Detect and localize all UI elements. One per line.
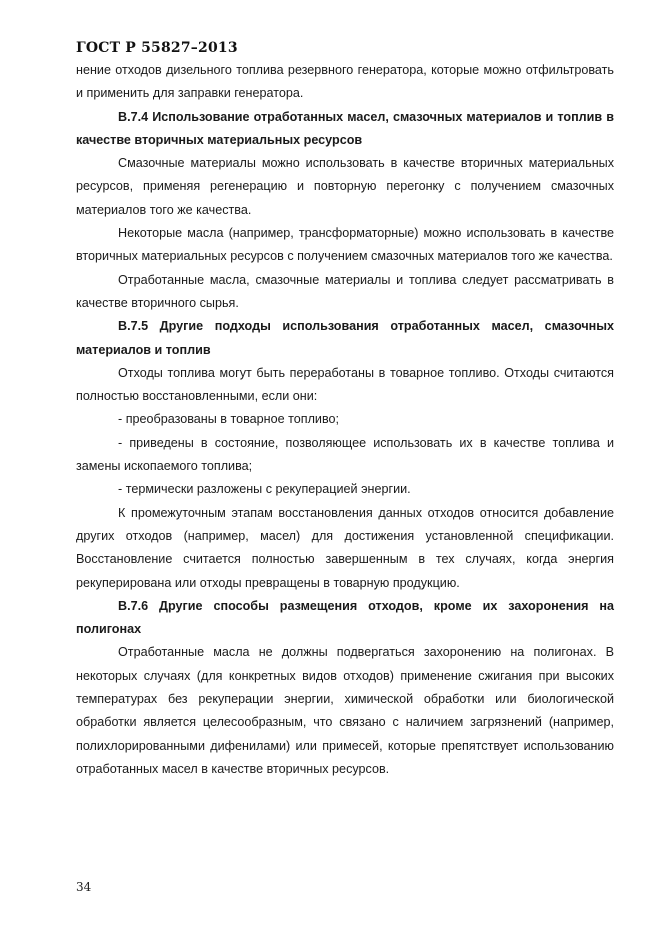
paragraph: К промежуточным этапам восстановления данных отходов относится добавление других отходов (например, масел) для достижения установленной спецификации. Восстановление считается полностью завершенным в тех случаях, когда энергия рекуперирована или отходы превращены в товарную продукцию.: [76, 505, 614, 590]
paragraph: Некоторые масла (например, трансформаторные) можно использовать в качестве вторичных материальных ресурсов с получением смазочных материалов того же качества.: [76, 226, 614, 264]
document-header: ГОСТ Р 55827–2013: [76, 40, 238, 56]
paragraph: Смазочные материалы можно использовать в качестве вторичных материальных ресурсов, применяя регенерацию и повторную перегонку с получением смазочных материалов того же качества.: [76, 156, 614, 217]
paragraph-continuation: нение отходов дизельного топлива резервного генератора, которые можно отфильтровать и применить для заправки генератора.: [76, 63, 614, 101]
page-number: 34: [76, 880, 92, 894]
paragraph: Отработанные масла не должны подвергаться захоронению на полигонах. В некоторых случаях (для конкретных видов отходов) применение сжигания при высоких температурах без рекуперации энергии, химической обработки или биологической обработки является целесообразным, что связано с наличием загрязнений (например, полихлорированными дифенилами) или примесей, которые препятствует использованию отработанных масел в качестве вторичных ресурсов.: [76, 645, 614, 776]
section-heading-b74: B.7.4 Использование отработанных масел, смазочных материалов и топлив в качестве вторичных материальных ресурсов: [76, 109, 614, 147]
section-heading-b76: B.7.6 Другие способы размещения отходов, кроме их захоронения на полигонах: [76, 598, 614, 637]
paragraph: Отходы топлива могут быть переработаны в товарное топливо. Отходы считаются полностью восстановленными, если они:: [76, 365, 614, 404]
list-item: - термически разложены с рекуперацией энергии.: [118, 482, 411, 497]
paragraph: Отработанные масла, смазочные материалы и топлива следует рассматривать в качестве вторичного сырья.: [76, 272, 614, 310]
document-body: [76, 59, 614, 781]
list-item: - преобразованы в товарное топливо;: [118, 412, 340, 427]
section-heading-b75: B.7.5 Другие подходы использования отработанных масел, смазочных материалов и топлив: [76, 319, 614, 357]
list-item: - приведены в состояние, позволяющее использовать их в качестве топлива и замены ископаемого топлива;: [76, 435, 614, 474]
